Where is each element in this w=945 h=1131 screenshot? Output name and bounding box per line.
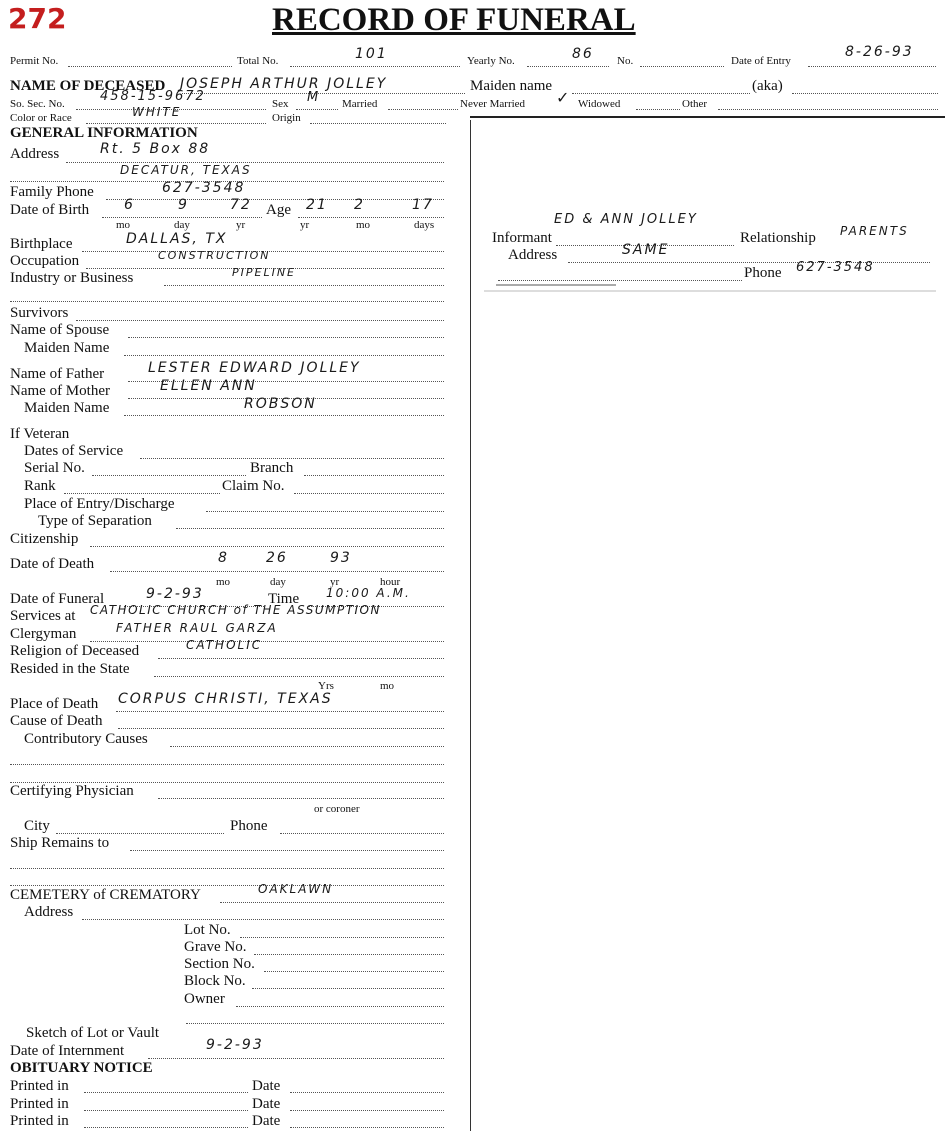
services-value: CATHOLIC CHURCH of THE ASSUMPTION bbox=[90, 603, 381, 617]
death-sub-day: day bbox=[270, 576, 286, 588]
color-label: Color or Race bbox=[10, 112, 72, 124]
relationship-value: PARENTS bbox=[840, 224, 909, 238]
death-yr: 93 bbox=[330, 550, 352, 566]
religion-value: CATHOLIC bbox=[186, 638, 263, 652]
page-title: RECORD OF FUNERAL bbox=[272, 2, 636, 38]
death-mo: 8 bbox=[218, 550, 229, 566]
funeral-value: 9-2-93 bbox=[146, 586, 204, 602]
yearly-label: Yearly No. bbox=[467, 55, 515, 67]
industry-value: PIPELINE bbox=[232, 266, 297, 279]
birthplace-label: Birthplace bbox=[10, 236, 73, 252]
total-value: 101 bbox=[355, 46, 388, 62]
printed-date-3: Date bbox=[252, 1113, 281, 1129]
mother-maiden-value: ROBSON bbox=[244, 396, 317, 412]
dob-sub-day: day bbox=[174, 219, 190, 231]
serial-label: Serial No. bbox=[24, 460, 85, 476]
section-label: Section No. bbox=[184, 956, 255, 972]
cemetery-label: CEMETERY of CREMATORY bbox=[10, 887, 201, 903]
dob-mo: 6 bbox=[124, 197, 135, 213]
informant-phone-value: 627-3548 bbox=[796, 260, 875, 275]
owner-label: Owner bbox=[184, 991, 225, 1007]
veteran-label: If Veteran bbox=[10, 426, 70, 442]
sketch-label: Sketch of Lot or Vault bbox=[26, 1025, 160, 1041]
sex-value: M bbox=[307, 90, 321, 105]
informant-phone-label: Phone bbox=[744, 265, 782, 281]
ssn-value: 458-15-9672 bbox=[100, 89, 206, 104]
date-of-death-label: Date of Death bbox=[10, 556, 95, 572]
clergyman-value: FATHER RAUL GARZA bbox=[116, 621, 278, 635]
entry-discharge-label: Place of Entry/Discharge bbox=[24, 496, 175, 512]
age-sub-yr: yr bbox=[300, 219, 310, 231]
name-label: NAME OF DECEASED bbox=[10, 78, 166, 94]
contributory-label: Contributory Causes bbox=[24, 731, 148, 747]
informant-address-label: Address bbox=[508, 247, 558, 263]
yrs-label: Yrs bbox=[318, 680, 334, 692]
father-label: Name of Father bbox=[10, 366, 105, 382]
block-label: Block No. bbox=[184, 973, 246, 989]
address-label: Address bbox=[10, 146, 60, 162]
color-value: WHITE bbox=[132, 105, 182, 119]
dob-sub-yr: yr bbox=[236, 219, 246, 231]
city-label: City bbox=[24, 818, 50, 834]
family-phone-label: Family Phone bbox=[10, 184, 94, 200]
religion-label: Religion of Deceased bbox=[10, 643, 140, 659]
funeral-label: Date of Funeral bbox=[10, 591, 105, 607]
informant-label: Informant bbox=[492, 230, 552, 246]
occupation-label: Occupation bbox=[10, 253, 80, 269]
mother-maiden-label: Maiden Name bbox=[24, 400, 110, 416]
place-of-death-value: CORPUS CHRISTI, TEXAS bbox=[118, 691, 333, 707]
mother-label: Name of Mother bbox=[10, 383, 110, 399]
ship-label: Ship Remains to bbox=[10, 835, 110, 851]
dob-label: Date of Birth bbox=[10, 202, 90, 218]
relationship-label: Relationship bbox=[740, 230, 816, 246]
spouse-label: Name of Spouse bbox=[10, 322, 110, 338]
death-sub-hour: hour bbox=[380, 576, 401, 588]
family-phone-value: 627-3548 bbox=[162, 180, 246, 196]
maiden-name-label: Maiden name bbox=[470, 78, 553, 94]
death-sub-yr: yr bbox=[330, 576, 340, 588]
phone-label: Phone bbox=[230, 818, 268, 834]
spouse-maiden-label: Maiden Name bbox=[24, 340, 110, 356]
industry-label: Industry or Business bbox=[10, 270, 134, 286]
printed-in-2: Printed in bbox=[10, 1096, 69, 1112]
birthplace-value: DALLAS, TX bbox=[126, 231, 228, 247]
service-dates-label: Dates of Service bbox=[24, 443, 124, 459]
cemetery-address-label: Address bbox=[24, 904, 74, 920]
name-value: JOSEPH ARTHUR JOLLEY bbox=[180, 76, 388, 92]
resided-mo-label: mo bbox=[380, 680, 395, 692]
permit-label: Permit No. bbox=[10, 55, 59, 67]
separation-label: Type of Separation bbox=[38, 513, 152, 529]
occupation-value: CONSTRUCTION bbox=[158, 249, 271, 262]
time-value: 10:00 A.M. bbox=[326, 586, 411, 600]
survivors-label: Survivors bbox=[10, 305, 69, 321]
cemetery-value: OAKLAWN bbox=[258, 882, 334, 896]
never-married-mark: ✓ bbox=[556, 88, 572, 107]
aka-label: (aka) bbox=[752, 78, 783, 94]
citizenship-label: Citizenship bbox=[10, 531, 79, 547]
resided-label: Resided in the State bbox=[10, 661, 130, 677]
rank-label: Rank bbox=[24, 478, 56, 494]
no-label: No. bbox=[617, 55, 634, 67]
physician-label: Certifying Physician bbox=[10, 783, 134, 799]
never-married-label: Never Married bbox=[460, 98, 526, 110]
widowed-label: Widowed bbox=[578, 98, 621, 110]
printed-date-1: Date bbox=[252, 1078, 281, 1094]
claim-label: Claim No. bbox=[222, 478, 285, 494]
informant-panel bbox=[484, 208, 936, 292]
sex-label: Sex bbox=[272, 98, 289, 110]
place-of-death-label: Place of Death bbox=[10, 696, 99, 712]
lot-label: Lot No. bbox=[184, 922, 231, 938]
age-mo: 2 bbox=[354, 197, 365, 213]
coroner-label: or coroner bbox=[314, 803, 360, 815]
death-sub-mo: mo bbox=[216, 576, 231, 588]
age-days: 17 bbox=[412, 197, 434, 213]
entry-label: Date of Entry bbox=[731, 55, 791, 67]
printed-in-1: Printed in bbox=[10, 1078, 69, 1094]
informant-value: ED & ANN JOLLEY bbox=[554, 212, 698, 227]
branch-label: Branch bbox=[250, 460, 294, 476]
address-line2: DECATUR, TEXAS bbox=[120, 163, 252, 177]
other-label: Other bbox=[682, 98, 708, 110]
age-yr: 21 bbox=[306, 197, 328, 213]
father-value: LESTER EDWARD JOLLEY bbox=[148, 360, 361, 376]
grave-label: Grave No. bbox=[184, 939, 247, 955]
yearly-value: 86 bbox=[572, 46, 594, 62]
total-label: Total No. bbox=[237, 55, 279, 67]
printed-date-2: Date bbox=[252, 1096, 281, 1112]
origin-label: Origin bbox=[272, 112, 301, 124]
printed-in-3: Printed in bbox=[10, 1113, 69, 1129]
clergyman-label: Clergyman bbox=[10, 626, 77, 642]
form-number: 272 bbox=[8, 2, 67, 35]
informant-address-value: SAME bbox=[622, 242, 670, 258]
dob-sub-mo: mo bbox=[116, 219, 131, 231]
entry-value: 8-26-93 bbox=[845, 44, 914, 60]
time-label: Time bbox=[268, 591, 300, 607]
dob-yr: 72 bbox=[230, 197, 252, 213]
internment-label: Date of Internment bbox=[10, 1043, 125, 1059]
age-sub-days: days bbox=[414, 219, 435, 231]
age-sub-mo: mo bbox=[356, 219, 371, 231]
address-line1: Rt. 5 Box 88 bbox=[100, 141, 211, 157]
obituary-heading: OBITUARY NOTICE bbox=[10, 1060, 153, 1076]
married-label: Married bbox=[342, 98, 378, 110]
dob-day: 9 bbox=[178, 197, 189, 213]
death-day: 26 bbox=[266, 550, 288, 566]
ssn-label: So. Sec. No. bbox=[10, 98, 65, 110]
services-label: Services at bbox=[10, 608, 76, 624]
internment-value: 9-2-93 bbox=[206, 1037, 264, 1053]
age-label: Age bbox=[266, 202, 291, 218]
cause-label: Cause of Death bbox=[10, 713, 103, 729]
mother-value: ELLEN ANN bbox=[160, 378, 257, 394]
general-heading: GENERAL INFORMATION bbox=[10, 125, 198, 141]
